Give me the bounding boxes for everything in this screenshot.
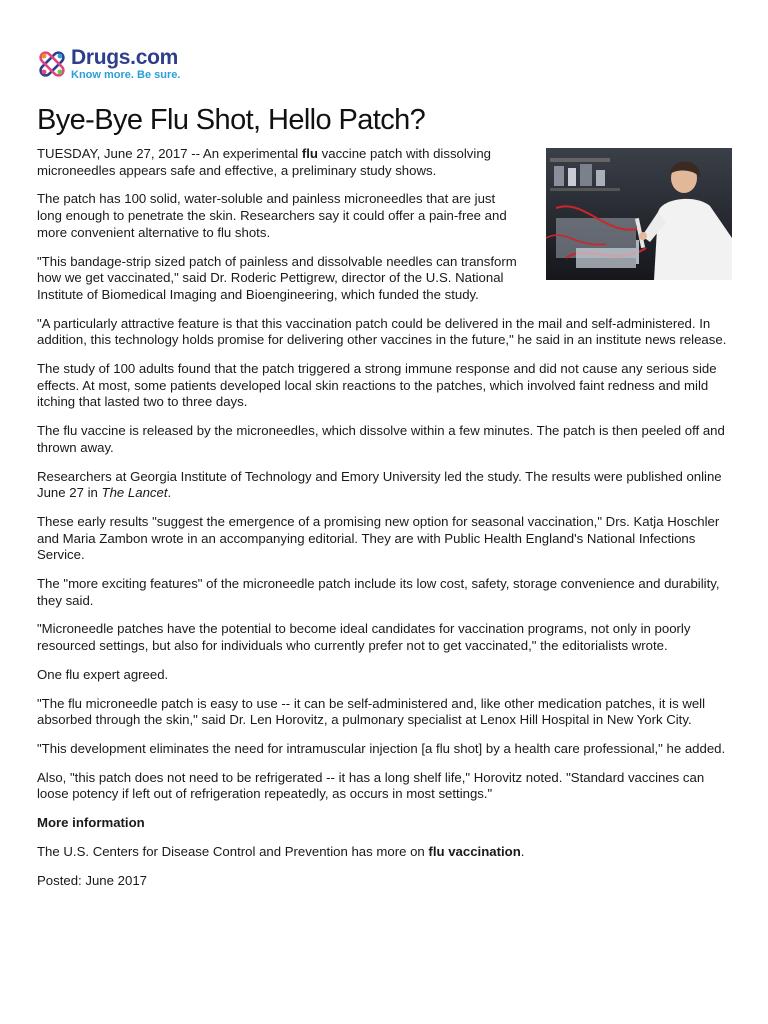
- text: vaccine patch with dissolving microneedles appears safe and effective, a preliminary study shows.: [37, 146, 491, 178]
- article-paragraph: The patch has 100 solid, water-soluble and painless microneedles that are just long enough to penetrate the skin. Researchers say it could offer a pain-free and more convenient alternative to flu shots.: [37, 191, 507, 240]
- article-paragraph: The flu vaccine is released by the microneedles, which dissolve within a few minutes. The patch is then peeled off and thrown away.: [37, 423, 725, 455]
- article-title: Bye-Bye Flu Shot, Hello Patch?: [37, 104, 426, 136]
- article-paragraph: [37, 844, 731, 861]
- text: .: [520, 843, 525, 859]
- article-paragraph: "This development eliminates the need for intramuscular injection [a flu shot] by a health care professional," he added.: [37, 740, 726, 756]
- article-paragraph: "Microneedle patches have the potential to become ideal candidates for vaccination programs, not only in poorly resourced settings, but also for individuals who currently prefer not to get vaccinated," the editorialists wrote.: [37, 621, 691, 654]
- article-body: [37, 146, 731, 901]
- pill-logo-icon: [37, 49, 67, 79]
- flu-vaccination-link[interactable]: flu vaccination: [428, 843, 521, 859]
- journal-name: The Lancet: [101, 485, 168, 501]
- posted-date: Posted: June 2017: [37, 872, 147, 888]
- article-paragraph: The study of 100 adults found that the patch triggered a strong immune response and did not cause any serious side effects. At most, some patients developed local skin reactions to the patches, which involved faint redness and mild itching that lasted two to three days.: [37, 361, 717, 410]
- article-paragraph: [37, 469, 731, 502]
- article-paragraph: "The flu microneedle patch is easy to use -- it can be self-administered and, like other medication patches, it is well absorbed through the skin," said Dr. Len Horovitz, a pulmonary specialist at Lenox Hill Hospital in New York City.: [37, 695, 706, 728]
- article-paragraph: These early results "suggest the emergence of a promising new option for seasonal vaccination," Drs. Katja Hoschler and Maria Zambon wrote in an accompanying editorial. They are with Public Health England's National Infections Service.: [37, 513, 720, 563]
- article-paragraph: Also, "this patch does not need to be refrigerated -- it has a long shelf life," Horovitz noted. "Standard vaccines can loose potency if left out of refrigeration repeatedly, as occurs in most settings.": [37, 769, 705, 802]
- article-paragraph: The "more exciting features" of the microneedle patch include its low cost, safety, storage convenience and durability, they said.: [37, 576, 720, 608]
- article-paragraph: "A particularly attractive feature is that this vaccination patch could be delivered in the mail and self-administered. In addition, this technology holds promise for delivering other vaccines in the future," he said in an institute news release.: [37, 315, 727, 348]
- article-paragraph: One flu expert agreed.: [37, 666, 169, 682]
- heading-text: More information: [37, 815, 145, 831]
- article-paragraph: [37, 146, 517, 179]
- text: The U.S. Centers for Disease Control and Prevention has more on: [37, 843, 429, 859]
- text: .: [167, 485, 172, 501]
- logo-tagline: Know more. Be sure.: [71, 69, 181, 81]
- logo-name: Drugs.com: [71, 46, 178, 69]
- text: Researchers at Georgia Institute of Technology and Emory University led the study. The results were published online June 27 in: [37, 468, 722, 501]
- site-logo[interactable]: [37, 47, 180, 81]
- flu-link[interactable]: flu: [301, 146, 318, 161]
- more-information-heading: [37, 815, 731, 832]
- text: TUESDAY, June 27, 2017 -- An experimental: [37, 146, 302, 161]
- article-paragraph: "This bandage-strip sized patch of painless and dissolvable needles can transform how we get vaccinated," said Dr. Roderic Pettigrew, director of the U.S. National Institute of Biomedical Imaging and Bioengineering, which funded the study.: [37, 253, 517, 302]
